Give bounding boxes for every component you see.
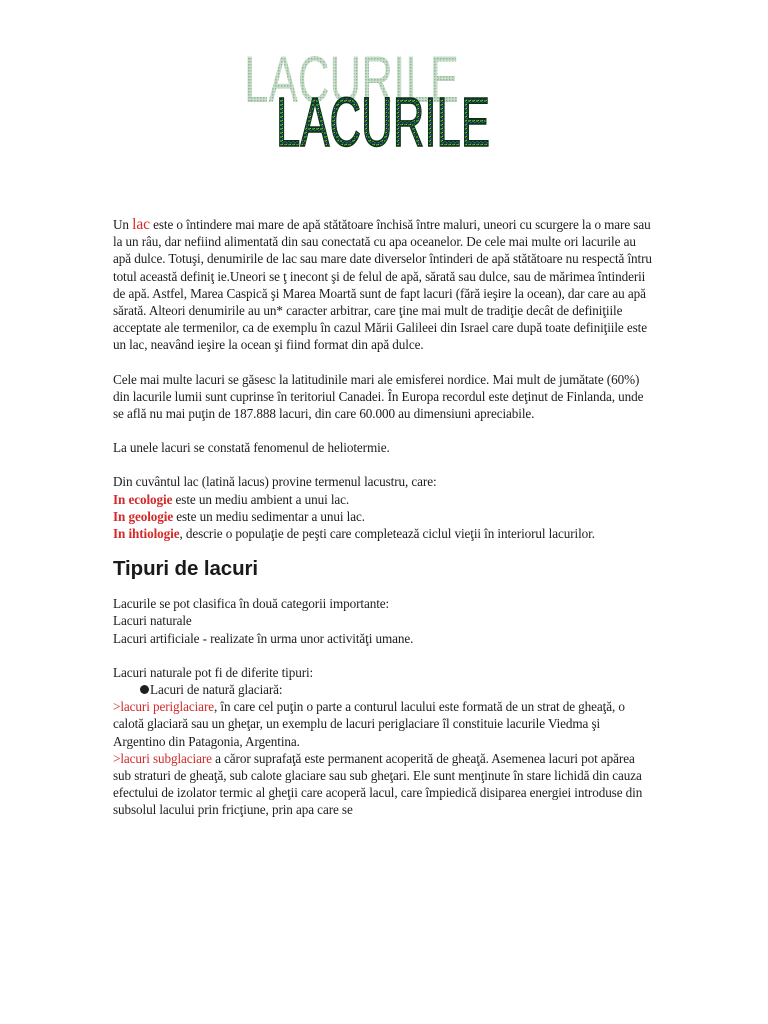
title-wordart-main: LACURILE [276, 83, 490, 160]
bullet-icon [140, 685, 149, 694]
distribution-paragraph: Cele mai multe lacuri se găsesc la latitudinile mari ale emisferei nordice. Mai mult de jumătate (60%) din lacurile lumii sunt cuprinse în teritoriul Canadei. În Europa recordul este deţinut de Finlanda, unde se află nu mai puţin de 187.888 lacuri, din care 60.000 au dimensiuni apreciabile. [113, 371, 644, 422]
ecology-line [113, 491, 653, 508]
intro-paragraph [113, 216, 653, 354]
ecology-text: este un mediu ambient a unui lac. [172, 491, 350, 507]
title-wordart-graphic [236, 40, 496, 160]
bullet-label: Lacuri de natură glaciară: [150, 682, 283, 698]
geology-link[interactable]: In geologie [113, 508, 174, 524]
ichthyology-line [113, 525, 653, 542]
section-heading: Tipuri de lacuri [113, 557, 258, 581]
document-body [113, 216, 653, 819]
periglacial-link[interactable]: >lacuri periglaciare [113, 699, 214, 715]
classify-artificial: Lacuri artificiale - realizate în urma unor activităţi umane. [113, 630, 414, 646]
heliothermy-paragraph: La unele lacuri se constată fenomenul de heliotermie. [113, 440, 390, 456]
title-wordart-shadow: LACURILE [244, 42, 459, 116]
subglacial-link[interactable]: >lacuri subglaciare [113, 750, 212, 766]
etymology-paragraph: Din cuvântul lac (latină lacus) provine termenul lacustru, care: [113, 474, 437, 490]
geology-line [113, 508, 653, 525]
lac-link[interactable]: lac [132, 216, 150, 233]
subglacial-paragraph [113, 750, 653, 819]
intro-text: este o întindere mai mare de apă stătătoare închisă între maluri, uneori cu scurgere la o mare sau la un râu, dar nefiind alimentată din sau conectată cu apa oceanelor. De cele mai multe ori lacurile au apă dulce. Totuşi, denumirile de lac sau mare date diverselor întinderi de apă stătătoare nu respectă întru totul această definiţ ie.Uneori se ţ inecont şi de felul de apă, sărată sau dulce, sau de mărimea întinderii de apă. Astfel, Marea Caspică şi Marea Moartă sunt de fapt lacuri (fără ieşire la ocean), dar care au apă sărată. Alteori denumirile au un* caracter arbitrar, care ţine mai mult de tradiţie decât de definiţiile acceptate ale termenilor, ca de exemplu în cazul Mării Galileei din Israel care după toate definiţiile este un lac, neavând ieşire la ocean şi fiind format din apă dulce. [113, 217, 652, 353]
geology-text: este un mediu sedimentar a unui lac. [173, 508, 365, 524]
intro-prefix: Un [113, 217, 133, 232]
subglacial-text: a căror suprafaţă este permanent acoperită de gheaţă. Asemenea lacuri pot apărea sub straturi de gheaţă, sub calote glaciare sau sub gheţari. Ele sunt menţinute în stare lichidă din cauza efectului de izolator termic al gheţii care acoperă lacul, care împiedică disiparea energiei introduse din subsolul lacului prin fricţiune, prin apa care se [113, 750, 643, 818]
classify-intro: Lacurile se pot clasifica în două categorii importante: [113, 596, 390, 612]
ichthyology-text: , descrie o populaţie de peşti care completează ciclul vieţii în interiorul lacurilor. [179, 526, 595, 542]
periglacial-text: , în care cel puţin o parte a conturul lacului este formată de un strat de gheaţă, o calotă glaciară sau un gheţar, un exemplu de lacuri periglaciare îl constituie lacurile Viedma şi Argentino din Patagonia, Argentina. [113, 699, 625, 749]
periglacial-paragraph [113, 698, 653, 750]
ichthyology-link[interactable]: In ihtiologie [113, 526, 180, 542]
natural-types-intro: Lacuri naturale pot fi de diferite tipuri: [113, 664, 314, 680]
classify-natural: Lacuri naturale [113, 613, 192, 629]
ecology-link[interactable]: In ecologie [113, 491, 173, 507]
list-item [113, 681, 653, 698]
title-wordart [236, 40, 496, 160]
